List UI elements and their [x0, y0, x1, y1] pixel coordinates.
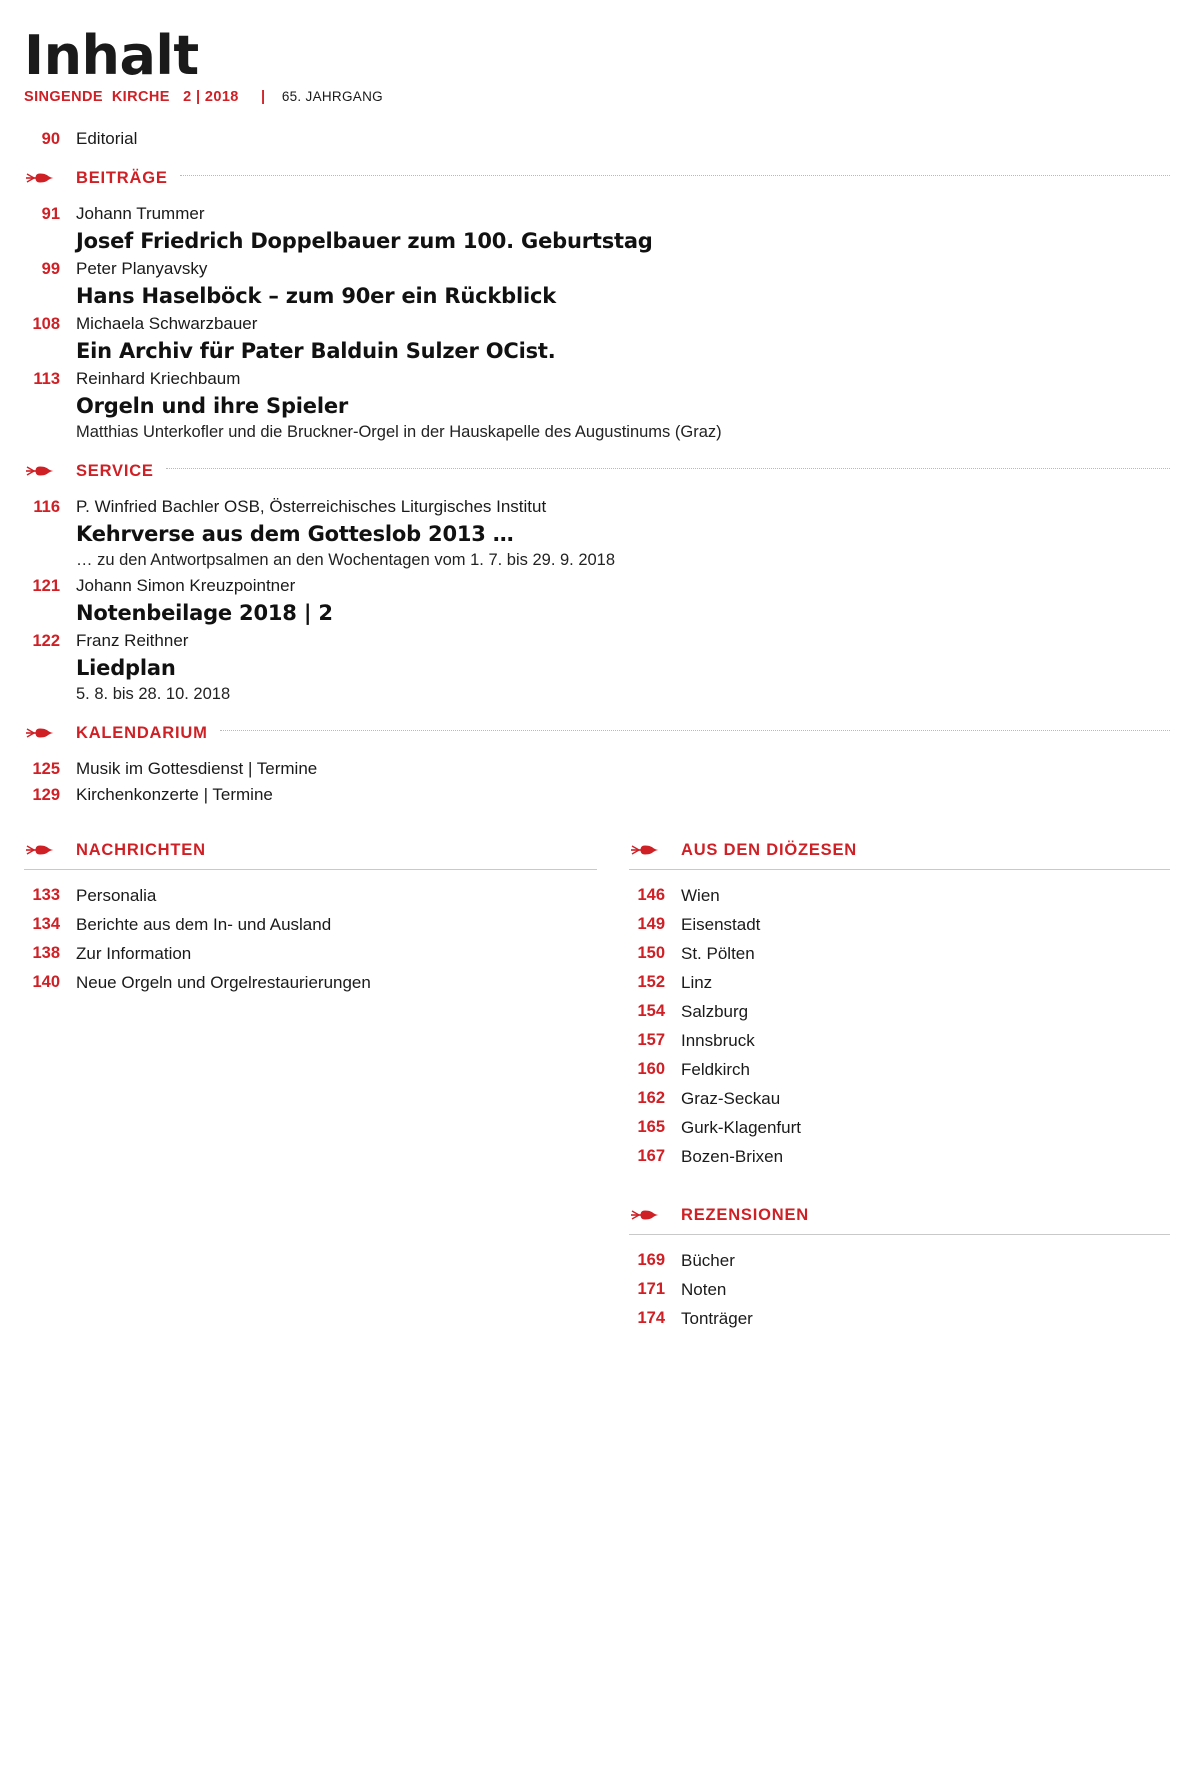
entry-label: Wien [681, 885, 720, 905]
masthead-subtitle [24, 89, 1170, 105]
section-header-dioezesen [629, 841, 1170, 860]
toc-entry[interactable] [629, 998, 1170, 1025]
page-number: 129 [32, 785, 60, 804]
page-number: 138 [32, 943, 60, 962]
toc-entry[interactable] [629, 911, 1170, 938]
entry-author: Franz Reithner [76, 630, 189, 650]
entry-label: Editorial [76, 128, 138, 148]
pointing-hand-icon [24, 170, 76, 186]
toc-entry[interactable] [24, 312, 1170, 365]
section-label: AUS DEN DIÖZESEN [681, 840, 857, 859]
entry-label: Salzburg [681, 1001, 749, 1021]
section-label: REZENSIONEN [681, 1205, 809, 1224]
section-rule [180, 174, 1170, 176]
page-number: 121 [32, 576, 60, 595]
pointing-hand-icon [629, 842, 681, 858]
page-number: 169 [637, 1250, 665, 1269]
toc-entry-editorial[interactable] [24, 127, 1170, 151]
page-number: 140 [32, 972, 60, 991]
masthead [24, 24, 1170, 105]
entry-label: Graz-Seckau [681, 1088, 781, 1108]
toc-entry[interactable] [629, 1247, 1170, 1274]
entry-label: Personalia [76, 885, 157, 905]
toc-entry[interactable] [24, 367, 1170, 444]
toc-entry[interactable] [629, 1056, 1170, 1083]
page-number: 171 [637, 1279, 665, 1298]
page-number: 113 [33, 369, 60, 388]
entry-label: Bücher [681, 1250, 735, 1270]
column-dioezesen [597, 841, 1170, 1334]
pointing-hand-icon [629, 1207, 681, 1223]
toc-entry[interactable] [629, 1143, 1170, 1170]
entry-subtitle: Matthias Unterkofler und die Bruckner-Orgel in der Hauskapelle des Augustinums (Graz) [76, 422, 722, 441]
toc-entry[interactable] [629, 1276, 1170, 1303]
section-rule [166, 467, 1170, 469]
entry-label: Musik im Gottesdienst | Termine [76, 758, 318, 778]
volume-label: 65. JAHRGANG [281, 88, 383, 104]
toc-entry[interactable] [24, 757, 1170, 781]
entry-author: Johann Trummer [76, 203, 205, 223]
page-number: 152 [637, 972, 665, 991]
entry-label: Eisenstadt [681, 914, 761, 934]
entry-subtitle: … zu den Antwortpsalmen an den Wochentagen vom 1. 7. bis 29. 9. 2018 [76, 550, 616, 569]
toc-entry[interactable] [629, 882, 1170, 909]
page-number: 91 [41, 204, 60, 223]
toc-entry[interactable] [629, 940, 1170, 967]
entry-title: Notenbeilage 2018 | 2 [76, 600, 333, 625]
page-number: 167 [637, 1146, 665, 1165]
toc-entry[interactable] [24, 629, 1170, 706]
masthead-separator: | [261, 88, 266, 105]
bottom-columns [24, 841, 1170, 1334]
page-number: 160 [637, 1059, 665, 1078]
entry-label: Linz [681, 972, 713, 992]
section-header-rezensionen [629, 1206, 1170, 1225]
section-header-kalendarium [24, 724, 1170, 743]
entry-label: Noten [681, 1279, 727, 1299]
toc-entry[interactable] [24, 783, 1170, 807]
page-number: 99 [41, 259, 60, 278]
entry-label: Zur Information [76, 943, 192, 963]
entry-title: Liedplan [76, 655, 176, 680]
toc-entry[interactable] [629, 1027, 1170, 1054]
page-number: 90 [41, 129, 60, 148]
entry-label: Kirchenkonzerte | Termine [76, 784, 273, 804]
section-divider [629, 869, 1170, 870]
toc-entry[interactable] [24, 574, 1170, 627]
entry-label: Feldkirch [681, 1059, 750, 1079]
toc-entry[interactable] [24, 257, 1170, 310]
toc-entry[interactable] [24, 495, 1170, 572]
section-header-service [24, 462, 1170, 481]
entry-title: Josef Friedrich Doppelbauer zum 100. Geburtstag [76, 228, 653, 253]
entry-author: Reinhard Kriechbaum [76, 368, 241, 388]
page-number: 134 [32, 914, 60, 933]
page-number: 154 [637, 1001, 665, 1020]
toc-entry[interactable] [24, 882, 597, 909]
pointing-hand-icon [24, 463, 76, 479]
toc-entry[interactable] [629, 969, 1170, 996]
section-label: KALENDARIUM [76, 723, 208, 742]
page-title: Inhalt [24, 24, 199, 87]
page-number: 157 [637, 1030, 665, 1049]
entry-label: St. Pölten [681, 943, 755, 963]
entry-title: Orgeln und ihre Spieler [76, 393, 349, 418]
entry-author: Johann Simon Kreuzpointner [76, 575, 296, 595]
page-number: 122 [32, 631, 60, 650]
section-header-beitraege [24, 169, 1170, 188]
section-label: BEITRÄGE [76, 168, 168, 187]
entry-author: Michaela Schwarzbauer [76, 313, 258, 333]
page-number: 133 [32, 885, 60, 904]
page-number: 125 [32, 759, 60, 778]
entry-label: Gurk-Klagenfurt [681, 1117, 801, 1137]
entry-label: Innsbruck [681, 1030, 755, 1050]
entry-author: P. Winfried Bachler OSB, Österreichisches Liturgisches Institut [76, 496, 547, 516]
toc-entry[interactable] [24, 969, 597, 996]
section-header-nachrichten [24, 841, 597, 860]
page-number: 149 [637, 914, 665, 933]
section-label: SERVICE [76, 461, 154, 480]
column-nachrichten [24, 841, 597, 1334]
page-number: 162 [637, 1088, 665, 1107]
entry-label: Berichte aus dem In- und Ausland [76, 914, 332, 934]
issue-number: 2 | 2018 [183, 88, 239, 105]
page-number: 165 [637, 1117, 665, 1136]
entry-label: Bozen-Brixen [681, 1146, 784, 1166]
entry-title: Hans Haselböck – zum 90er ein Rückblick [76, 283, 556, 308]
brand-singende: SINGENDE [24, 88, 103, 105]
toc-entry[interactable] [629, 1305, 1170, 1332]
entry-author: Peter Planyavsky [76, 258, 208, 278]
entry-label: Neue Orgeln und Orgelrestaurierungen [76, 972, 371, 992]
section-divider [629, 1234, 1170, 1235]
page-number: 108 [32, 314, 60, 333]
entry-label: Tonträger [681, 1308, 753, 1328]
toc-entry[interactable] [24, 911, 597, 938]
toc-entry[interactable] [629, 1114, 1170, 1141]
section-rule [220, 729, 1170, 731]
page-number: 150 [637, 943, 665, 962]
toc-entry[interactable] [629, 1085, 1170, 1112]
entry-title: Ein Archiv für Pater Balduin Sulzer OCist. [76, 338, 556, 363]
page-number: 146 [637, 885, 665, 904]
brand-kirche: KIRCHE [111, 88, 170, 105]
entry-title: Kehrverse aus dem Gotteslob 2013 … [76, 521, 514, 546]
page-number: 116 [33, 497, 60, 516]
pointing-hand-icon [24, 842, 76, 858]
entry-subtitle: 5. 8. bis 28. 10. 2018 [76, 684, 231, 703]
section-label: NACHRICHTEN [76, 840, 206, 859]
page-number: 174 [637, 1308, 665, 1327]
section-divider [24, 869, 597, 870]
pointing-hand-icon [24, 725, 76, 741]
toc-entry[interactable] [24, 940, 597, 967]
toc-entry[interactable] [24, 202, 1170, 255]
